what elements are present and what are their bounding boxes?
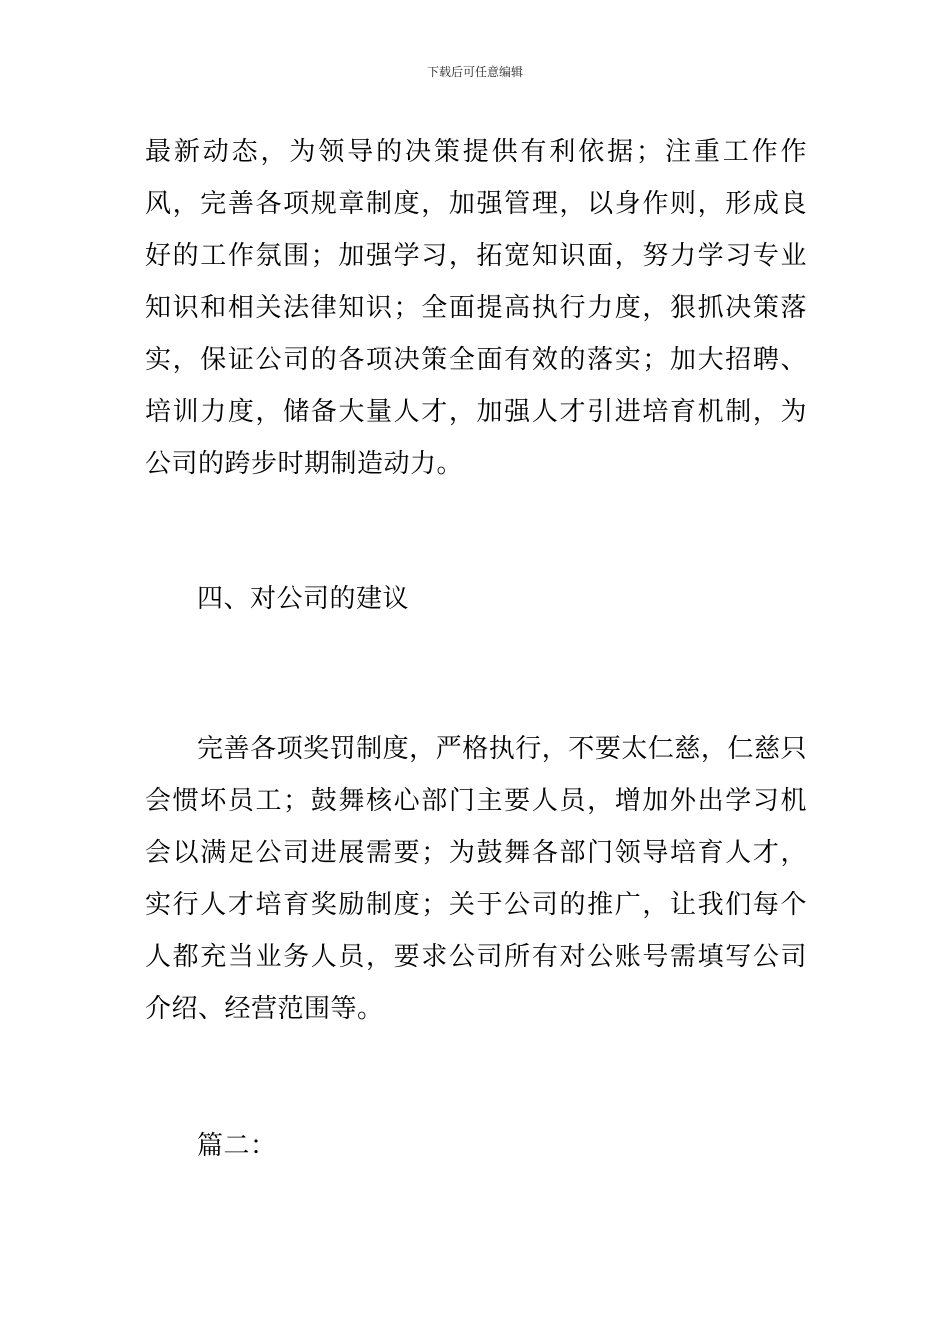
header-note: 下载后可任意编辑 [426,65,523,79]
body-paragraph-1: 最新动态，为领导的决策提供有利依据；注重工作作风，完善各项规章制度，加强管理，以身作则，形成良好的工作氛围；加强学习，拓宽知识面，努力学习专业知识和相关法律知识；全面提高执行力度，狠抓决策落实，保证公司的各项决策全面有效的落实；加大招聘、培训力度，储备大量人才，加强人才引进培育机制，为公司的跨步时期制造动力。 [145,137,807,479]
body-paragraph-2: 完善各项奖罚制度，严格执行，不要太仁慈，仁慈只会惯坏员工；鼓舞核心部门主要人员，增加外出学习机会以满足公司进展需要；为鼓舞各部门领导培育人才，实行人才培育奖励制度；关于公司的推广，让我们每个人都充当业务人员，要求公司所有对公账号需填写公司介绍、经营范围等。 [145,734,807,1024]
section-heading-part-two: 篇二： [197,1131,277,1161]
section-heading-suggestions: 四、对公司的建议 [197,584,410,614]
